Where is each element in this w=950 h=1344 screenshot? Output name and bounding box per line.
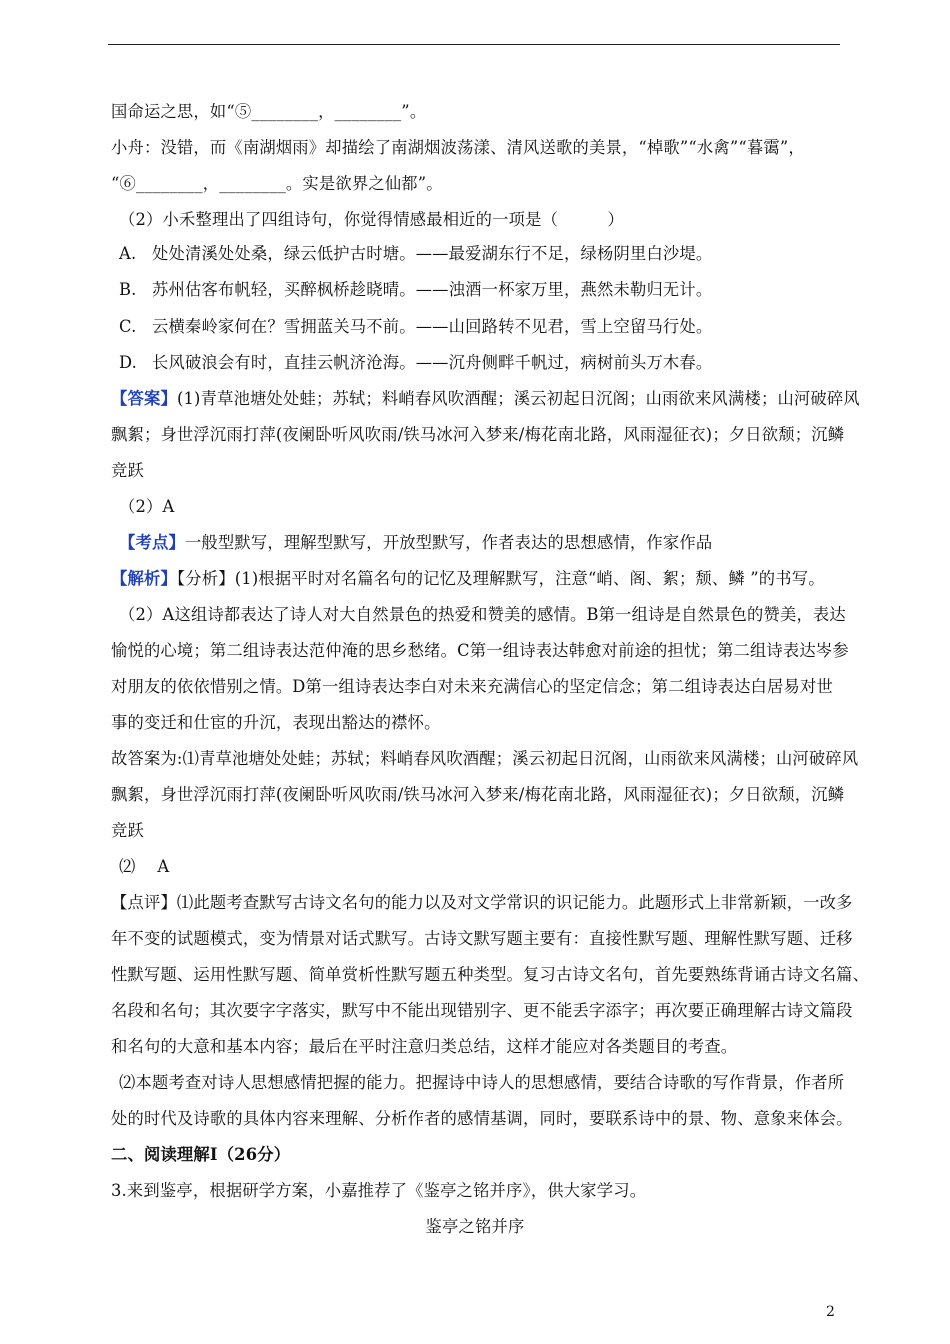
- text-line: 处的时代及诗歌的具体内容来理解、分析作者的感情基调，同时，要联系诗中的景、物、意象来体会。: [111, 1109, 853, 1128]
- text-line: 故答案为:⑴青草池塘处处蛙；苏轼；料峭春风吹酒醒；溪云初起日沉阁，山雨欲来风满楼；山河破碎风: [111, 749, 859, 768]
- option-d[interactable]: [119, 352, 712, 374]
- text-line: 性默写题、运用性默写题、简单赏析性默写题五种类型。复习古诗文名句，首先要熟练背诵古诗文名篇、: [111, 965, 870, 984]
- page-number: 2: [826, 1304, 835, 1320]
- option-label: B.: [119, 280, 137, 299]
- question-2: （2）小禾整理出了四组诗句，你觉得情感最相近的一项是（ ）: [119, 210, 624, 229]
- kaodian-line: [119, 532, 712, 554]
- text-line: 和名句的大意和基本内容；最后在平时注意归类总结，这样才能应对各类题目的考查。: [111, 1037, 738, 1056]
- text-line: 小舟：没错，而《南湖烟雨》却描绘了南湖烟波荡漾、清风送歌的美景，“棹歌”“水禽”“暮霭”，: [111, 138, 805, 157]
- text-line: 国命运之思，如“⑤________，________”。: [111, 102, 427, 121]
- text-line: 竞跃: [111, 821, 144, 840]
- text-line: 竞跃: [111, 461, 144, 480]
- text-line: （2）A: [119, 497, 175, 516]
- header-rule: [108, 44, 840, 45]
- answer-line: [111, 388, 860, 410]
- option-text: 苏州估客布帆轻，买醉枫桥趁晓晴。——浊酒一杯家万里，燕然未勒归无计。: [152, 280, 713, 299]
- jiexi-tag: 【解析】: [111, 569, 177, 588]
- kaodian-text: 一般型默写，理解型默写，开放型默写，作者表达的思想感情，作家作品: [184, 533, 713, 552]
- option-text: 处处清溪处处桑，绿云低护古时塘。——最爱湖东行不足，绿杨阴里白沙堤。: [152, 244, 713, 263]
- jiexi-text: 【分析】(1)根据平时对名篇名句的记忆及理解默写，注意“峭、阁、絮；颓、鳞 ”的书写。: [176, 569, 825, 588]
- text-line: （2）A这组诗都表达了诗人对大自然景色的热爱和赞美的感情。B第一组诗是自然景色的赞美，表达: [119, 605, 846, 624]
- option-b[interactable]: [119, 279, 712, 301]
- option-text: 云横秦岭家何在？雪拥蓝关马不前。——山回路转不见君，雪上空留马行处。: [152, 317, 713, 336]
- option-label: D.: [119, 353, 138, 372]
- option-c[interactable]: [119, 316, 712, 338]
- text-line: ⑵ A: [119, 857, 170, 876]
- dianping-line: 【点评】⑴此题考查默写古诗文名句的能力以及对文学常识的识记能力。此题形式上非常新颖，一改多: [111, 893, 853, 912]
- option-a[interactable]: [119, 243, 712, 265]
- section-heading: 二、阅读理解Ⅰ（26分）: [111, 1145, 291, 1164]
- question-3: 3.来到鉴亭，根据研学方案，小嘉推荐了《鉴亭之铭并序》，供大家学习。: [111, 1181, 647, 1200]
- text-line: 事的变迁和仕宦的升沉，表现出豁达的襟怀。: [111, 713, 441, 732]
- text-line: 飘絮；身世浮沉雨打萍(夜阑卧听风吹雨/铁马冰河入梦来/梅花南北路，风雨湿征衣)；夕日欲颓；沉鳞: [111, 425, 845, 444]
- jiexi-line: [111, 568, 825, 590]
- answer-text: (1)青草池塘处处蛙；苏轼；料峭春风吹酒醒；溪云初起日沉阁；山雨欲来风满楼；山河破碎风: [176, 389, 860, 408]
- text-line: 名段和名句；其次要字字落实，默写中不能出现错别字、更不能丢字添字；再次要正确理解古诗文篇段: [111, 1001, 853, 1020]
- option-text: 长风破浪会有时，直挂云帆济沧海。——沉舟侧畔千帆过，病树前头万木春。: [152, 353, 713, 372]
- option-label: C.: [119, 317, 137, 336]
- text-line: 对朋友的依依惜别之情。D第一组诗表达李白对未来充满信心的坚定信念；第二组诗表达白居易对世: [111, 677, 833, 696]
- answer-tag: 【答案】: [111, 389, 177, 408]
- kaodian-tag: 【考点】: [119, 533, 185, 552]
- text-line: 年不变的试题模式，变为情景对话式默写。古诗文默写题主要有：直接性默写题、理解性默写题、迁移: [111, 929, 853, 948]
- text-line: 飘絮，身世浮沉雨打萍(夜阑卧听风吹雨/铁马冰河入梦来/梅花南北路，风雨湿征衣)；夕日欲颓，沉鳞: [111, 785, 845, 804]
- passage-title: 鉴亭之铭并序: [425, 1217, 525, 1236]
- option-label: A.: [119, 244, 137, 263]
- text-line: 愉悦的心境；第二组诗表达范仲淹的思乡愁绪。C第一组诗表达韩愈对前途的担忧；第二组诗表达岑参: [111, 641, 849, 660]
- text-line: “⑥________，________。实是欲界之仙都”。: [111, 174, 443, 193]
- text-line: ⑵本题考查对诗人思想感情把握的能力。把握诗中诗人的思想感情，要结合诗歌的写作背景，作者所: [119, 1073, 845, 1092]
